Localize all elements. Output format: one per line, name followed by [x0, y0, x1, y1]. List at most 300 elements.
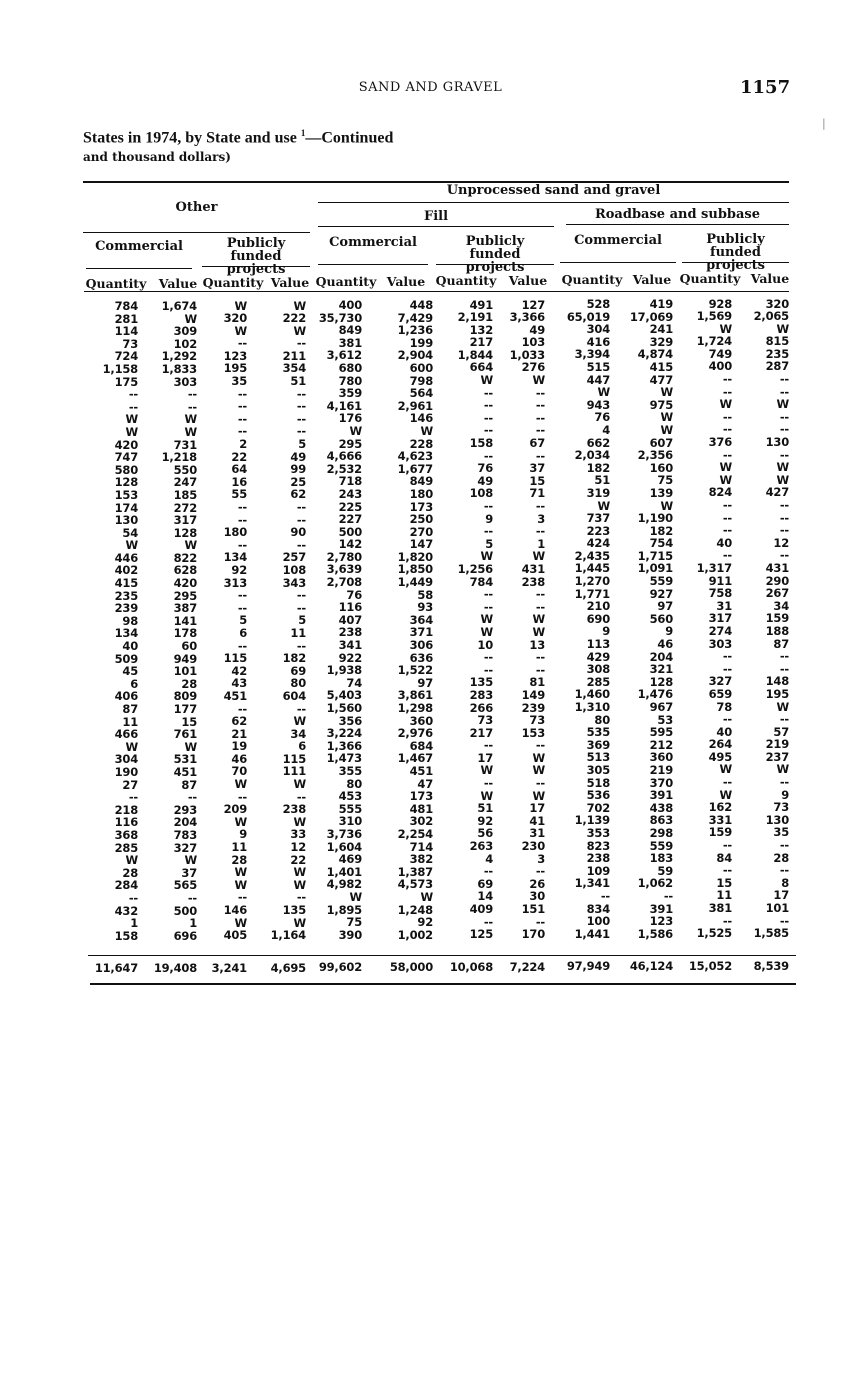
table-cell: 43 — [231, 676, 247, 691]
table-cell: 381 — [708, 901, 732, 915]
table-cell: -- — [237, 500, 247, 514]
table-cell: 115 — [282, 751, 306, 766]
table-cell: 28 — [231, 852, 247, 867]
table-cell: 71 — [529, 486, 545, 501]
table-cell: 9 — [781, 787, 789, 802]
table-cell: 159 — [708, 825, 732, 840]
table-cell: 225 — [338, 499, 362, 514]
table-cell: 128 — [649, 674, 673, 689]
table-cell: W — [776, 762, 789, 777]
table-cell: 80 — [346, 776, 362, 791]
table-cell: -- — [296, 701, 306, 716]
table-cell: -- — [722, 775, 732, 790]
table-cell: W — [234, 777, 247, 792]
table-cell: 212 — [649, 737, 673, 752]
table-cell: 210 — [586, 599, 610, 614]
column-header-quantity: Quantity — [202, 275, 264, 290]
table-cell: 173 — [409, 789, 433, 804]
table-cell: 21 — [231, 726, 247, 741]
table-cell: 466 — [114, 727, 138, 742]
table-cell: 1,560 — [326, 701, 362, 715]
table-cell: 160 — [649, 460, 673, 475]
table-title-text: States in 1974, by State and use — [83, 129, 297, 147]
table-cell: 943 — [586, 397, 610, 412]
table-cell: 1,190 — [637, 511, 673, 526]
table-cell: W — [532, 612, 545, 627]
table-cell: -- — [483, 410, 493, 425]
table-cell: 834 — [586, 901, 610, 916]
table-cell: 1,467 — [397, 751, 433, 766]
table-cell: 927 — [649, 586, 673, 601]
table-cell: W — [532, 549, 545, 564]
table-cell: -- — [483, 738, 493, 753]
table-cell: 223 — [586, 523, 610, 538]
table-cell: 451 — [409, 763, 433, 778]
table-cell: 419 — [649, 297, 673, 311]
table-cell: 70 — [231, 764, 247, 779]
table-cell: 284 — [114, 878, 138, 893]
table-cell: -- — [483, 524, 493, 539]
table-cell: -- — [722, 548, 732, 563]
table-cell: 11 — [231, 840, 247, 855]
table-cell: 183 — [649, 851, 673, 866]
table-cell: 405 — [223, 928, 247, 943]
table-cell: 35 — [773, 825, 789, 840]
table-cell: 304 — [114, 752, 138, 767]
table-cell: 3,612 — [326, 348, 362, 363]
table-cell: 400 — [708, 359, 732, 374]
table-cell: 355 — [338, 763, 362, 778]
table-cell: 25 — [290, 474, 306, 489]
table-cell: 327 — [173, 840, 197, 855]
total-cell: 15,052 — [688, 958, 732, 973]
table-cell: 1,820 — [397, 549, 433, 564]
table-cell: 481 — [409, 801, 433, 816]
table-cell: W — [234, 915, 247, 930]
total-cell: 7,224 — [509, 959, 545, 974]
table-cell: W — [776, 460, 789, 475]
table-cell: -- — [722, 649, 732, 664]
table-cell: 228 — [409, 436, 433, 451]
table-cell: 295 — [173, 588, 197, 603]
table-cell: 415 — [114, 576, 138, 591]
table-cell: 177 — [173, 702, 197, 716]
header-unprocessed: Unprocessed sand and gravel — [446, 183, 661, 198]
table-cell: 108 — [469, 486, 493, 501]
table-cell: 17 — [773, 888, 789, 903]
table-cell: 219 — [765, 737, 789, 752]
column-header-value: Value — [508, 273, 548, 288]
table-cell: 429 — [586, 649, 610, 664]
table-cell: 41 — [529, 813, 545, 828]
table-cell: -- — [237, 386, 247, 401]
table-cell: 111 — [282, 764, 306, 779]
table-cell: -- — [722, 838, 732, 853]
table-cell: W — [480, 549, 493, 564]
table-cell: 368 — [114, 827, 138, 842]
table-cell: -- — [535, 410, 545, 425]
table-cell: 287 — [765, 359, 789, 374]
table-cell: 310 — [338, 814, 362, 829]
table-cell: -- — [296, 600, 306, 615]
table-cell: -- — [483, 650, 493, 665]
table-cell: -- — [128, 399, 138, 414]
table-cell: -- — [483, 662, 493, 677]
table-cell: 49 — [529, 322, 545, 337]
table-cell: -- — [483, 587, 493, 602]
column-header-value: Value — [158, 276, 198, 291]
table-cell: 13 — [529, 637, 545, 652]
table-cell: 276 — [521, 360, 545, 375]
table-cell: -- — [535, 398, 545, 413]
table-cell: 495 — [708, 749, 732, 764]
unprocessed-underline — [318, 202, 789, 203]
table-cell: 73 — [122, 336, 138, 351]
table-cell: 849 — [409, 474, 433, 489]
table-cell: -- — [779, 372, 789, 387]
table-cell: 92 — [231, 562, 247, 577]
table-cell: 285 — [114, 840, 138, 855]
table-cell: 664 — [469, 360, 493, 375]
table-cell: -- — [779, 498, 789, 512]
table-cell: 235 — [114, 588, 138, 603]
table-cell: 204 — [649, 649, 673, 664]
table-cell: 3,366 — [509, 310, 545, 325]
table-cell: 1,476 — [637, 687, 673, 702]
table-cell: -- — [296, 411, 306, 426]
table-cell: 274 — [708, 623, 732, 638]
table-cell: 381 — [338, 335, 362, 350]
header-roadbase: Roadbase and subbase — [594, 207, 761, 222]
table-cell: 34 — [290, 726, 306, 741]
table-cell: -- — [779, 422, 789, 437]
table-cell: -- — [296, 500, 306, 514]
table-cell: 190 — [114, 764, 138, 779]
table-cell: 447 — [586, 372, 610, 387]
table-cell: 784 — [114, 299, 138, 313]
table-cell: 14 — [477, 889, 493, 904]
table-cell: -- — [779, 661, 789, 676]
table-cell: 1,586 — [637, 926, 673, 941]
table-cell: W — [293, 814, 306, 829]
table-cell: W — [184, 853, 197, 868]
table-cell: 515 — [586, 359, 610, 374]
table-cell: 1,585 — [753, 926, 789, 941]
table-cell: 175 — [114, 374, 138, 389]
table-cell: -- — [187, 399, 197, 414]
table-cell: W — [532, 373, 545, 388]
table-cell: 747 — [114, 450, 138, 465]
title-footnote: 1 — [300, 128, 306, 138]
table-cell: -- — [296, 537, 306, 552]
table-cell: 1,248 — [397, 902, 433, 917]
table-cell: 99 — [290, 462, 306, 477]
table-cell: 35,730 — [318, 310, 362, 325]
table-cell: -- — [722, 447, 732, 462]
table-cell: 491 — [469, 297, 493, 312]
table-cell: W — [234, 865, 247, 880]
table-cell: W — [293, 323, 306, 338]
table-cell: 37 — [181, 865, 197, 880]
header-commercial-3: Commercial — [574, 233, 662, 248]
table-cell: 822 — [173, 550, 197, 565]
table-cell: 6 — [239, 625, 247, 640]
table-cell: 1,341 — [574, 876, 610, 891]
table-cell: -- — [483, 499, 493, 513]
total-cell: 58,000 — [389, 960, 433, 974]
table-cell: 823 — [586, 838, 610, 853]
table-cell: -- — [483, 599, 493, 614]
table-cell: 2,961 — [397, 398, 433, 413]
table-cell: 135 — [282, 903, 306, 917]
table-cell: 364 — [409, 612, 433, 627]
table-cell: 227 — [338, 512, 362, 527]
table-cell: 76 — [477, 461, 493, 476]
table-cell: -- — [128, 890, 138, 905]
table-cell: 1,449 — [397, 575, 433, 590]
table-cell: 188 — [765, 623, 789, 638]
table-cell: 424 — [586, 536, 610, 551]
table-cell: W — [597, 498, 610, 513]
table-top-rule — [83, 181, 789, 183]
table-cell: 5 — [239, 613, 247, 628]
table-cell: -- — [535, 650, 545, 665]
table-cell: 555 — [338, 801, 362, 816]
table-cell: W — [660, 498, 673, 513]
table-cell: 2,356 — [637, 448, 673, 463]
table-cell: 158 — [114, 928, 138, 943]
table-cell: 114 — [114, 324, 138, 339]
table-cell: 15 — [716, 875, 732, 890]
table-cell: W — [776, 321, 789, 336]
table-cell: -- — [779, 384, 789, 399]
table-cell: 353 — [586, 825, 610, 840]
table-cell: W — [234, 298, 247, 313]
table-cell: 1,445 — [574, 561, 610, 576]
table-cell: W — [125, 538, 138, 553]
table-cell: 237 — [765, 749, 789, 764]
table-cell: -- — [483, 398, 493, 413]
table-cell: W — [125, 853, 138, 868]
table-cell: W — [125, 424, 138, 439]
table-cell: 2,780 — [326, 549, 362, 564]
table-cell: 247 — [173, 475, 197, 490]
table-cell: -- — [535, 738, 545, 753]
table-cell: 28 — [181, 676, 197, 691]
table-cell: 320 — [223, 311, 247, 326]
table-cell: 238 — [282, 802, 306, 817]
table-cell: 239 — [114, 601, 138, 616]
table-cell: 31 — [529, 826, 545, 841]
table-cell: 75 — [346, 915, 362, 930]
table-cell: 80 — [290, 676, 306, 691]
table-cell: 264 — [708, 737, 732, 752]
table-cell: 1,674 — [161, 299, 197, 313]
table-cell: 69 — [290, 663, 306, 678]
table-cell: -- — [296, 336, 306, 351]
table-cell: 101 — [765, 901, 789, 915]
table-cell: -- — [296, 789, 306, 804]
table-cell: 1,139 — [574, 813, 610, 828]
table-cell: 146 — [409, 411, 433, 426]
table-cell: W — [234, 877, 247, 892]
total-cell: 3,241 — [211, 960, 247, 975]
table-cell: -- — [296, 386, 306, 401]
table-cell: 15 — [181, 714, 197, 729]
table-cell: 518 — [586, 775, 610, 790]
table-cell: 1,441 — [574, 926, 610, 941]
table-cell: 92 — [477, 813, 493, 828]
table-cell: -- — [187, 387, 197, 402]
table-cell: -- — [128, 790, 138, 805]
column-header-quantity: Quantity — [679, 271, 741, 286]
table-cell: 76 — [346, 587, 362, 602]
table-cell: 125 — [469, 927, 493, 942]
table-cell: -- — [535, 662, 545, 677]
table-cell: -- — [128, 387, 138, 402]
table-cell: 195 — [765, 686, 789, 701]
table-cell: 451 — [223, 688, 247, 703]
table-cell: 400 — [338, 298, 362, 312]
table-cell: 27 — [122, 777, 138, 792]
table-cell: 281 — [114, 311, 138, 326]
table-cell: 309 — [173, 324, 197, 339]
table-cell: 195 — [223, 361, 247, 376]
header-commercial-2: Commercial — [329, 235, 417, 250]
table-cell: 780 — [338, 373, 362, 388]
table-cell: -- — [535, 423, 545, 438]
table-cell: W — [349, 423, 362, 438]
table-cell: -- — [237, 512, 247, 527]
table-cell: W — [293, 298, 306, 313]
table-cell: -- — [535, 864, 545, 879]
table-cell: 1,002 — [397, 927, 433, 942]
table-cell: 102 — [173, 336, 197, 351]
table-cell: 128 — [173, 525, 197, 540]
table-cell: 130 — [114, 513, 138, 528]
table-cell: 26 — [529, 876, 545, 891]
table-cell: 420 — [173, 576, 197, 591]
table-cell: 185 — [173, 487, 197, 502]
table-cell: 73 — [477, 713, 493, 728]
table-cell: W — [125, 739, 138, 754]
table-cell: W — [184, 424, 197, 439]
table-cell: -- — [237, 701, 247, 716]
column-header-quantity: Quantity — [561, 272, 623, 287]
table-cell: 243 — [338, 486, 362, 501]
table-cell: -- — [483, 423, 493, 438]
table-cell: 53 — [657, 712, 673, 727]
table-cell: 5 — [298, 613, 306, 628]
table-cell: 409 — [469, 902, 493, 916]
table-cell: 170 — [521, 927, 545, 942]
table-cell: 391 — [649, 788, 673, 803]
table-cell: 153 — [114, 487, 138, 502]
table-cell: -- — [663, 888, 673, 903]
table-cell: 42 — [231, 663, 247, 678]
table-cell: 369 — [586, 737, 610, 752]
totals-top-rule — [88, 955, 796, 956]
table-cell: 81 — [529, 675, 545, 690]
table-cell: W — [480, 763, 493, 778]
table-cell: 607 — [649, 435, 673, 450]
table-cell: 92 — [417, 915, 433, 930]
table-cell: 431 — [521, 561, 545, 576]
table-cell: 182 — [649, 523, 673, 538]
table-cell: 1 — [130, 916, 138, 931]
table-cell: 303 — [173, 374, 197, 389]
total-cell: 99,602 — [318, 960, 362, 974]
table-cell: -- — [237, 399, 247, 414]
table-cell: 37 — [529, 461, 545, 476]
table-cell: -- — [722, 913, 732, 928]
table-cell: -- — [779, 523, 789, 538]
table-cell: 101 — [173, 664, 197, 679]
table-cell: W — [480, 624, 493, 639]
column-header-quantity: Quantity — [85, 276, 147, 291]
table-cell: 149 — [521, 687, 545, 702]
table-cell: 31 — [716, 598, 732, 613]
table-cell: 51 — [594, 473, 610, 488]
total-cell: 19,408 — [153, 961, 197, 975]
table-cell: 199 — [409, 335, 433, 350]
table-cell: 67 — [529, 436, 545, 451]
table-cell: 453 — [338, 789, 362, 804]
table-cell: W — [532, 624, 545, 639]
table-cell: 420 — [114, 437, 138, 452]
table-cell: 535 — [586, 725, 610, 740]
table-cell: 73 — [529, 713, 545, 728]
table-cell: 4 — [485, 851, 493, 866]
table-cell: 230 — [521, 839, 545, 854]
commercial-1-underline — [86, 268, 192, 269]
header-publicly-3: Publicly funded projects — [706, 232, 765, 273]
table-cell: -- — [483, 914, 493, 929]
table-cell: 1,473 — [326, 751, 362, 766]
table-cell: 680 — [338, 360, 362, 375]
running-head: SAND AND GRAVEL — [358, 80, 503, 95]
table-cell: 51 — [477, 801, 493, 816]
table-cell: -- — [722, 422, 732, 437]
table-cell: 560 — [649, 611, 673, 626]
table-cell: -- — [296, 588, 306, 603]
table-cell: 141 — [173, 613, 197, 628]
table-cell: 690 — [586, 611, 610, 626]
header-commercial-1: Commercial — [95, 239, 183, 254]
table-cell: 4,666 — [326, 449, 362, 464]
table-cell: 178 — [173, 626, 197, 641]
table-cell: 174 — [114, 500, 138, 515]
table-cell: 371 — [409, 625, 433, 640]
table-cell: 1,033 — [509, 347, 545, 362]
table-cell: 128 — [114, 475, 138, 490]
table-cell: 40 — [716, 724, 732, 739]
table-cell: 360 — [409, 713, 433, 728]
table-cell: -- — [722, 523, 732, 538]
table-cell: 58 — [417, 587, 433, 602]
table-cell: 446 — [114, 550, 138, 565]
table-cell: 17 — [477, 750, 493, 765]
table-cell: 173 — [409, 499, 433, 514]
table-cell: -- — [237, 424, 247, 439]
table-cell: 4,161 — [326, 398, 362, 413]
table-cell: W — [532, 750, 545, 765]
table-cell: 182 — [282, 651, 306, 666]
table-cell: 22 — [290, 852, 306, 867]
margin-mark: | — [822, 117, 826, 130]
table-cell: -- — [722, 409, 732, 424]
table-cell: 9 — [602, 624, 610, 639]
